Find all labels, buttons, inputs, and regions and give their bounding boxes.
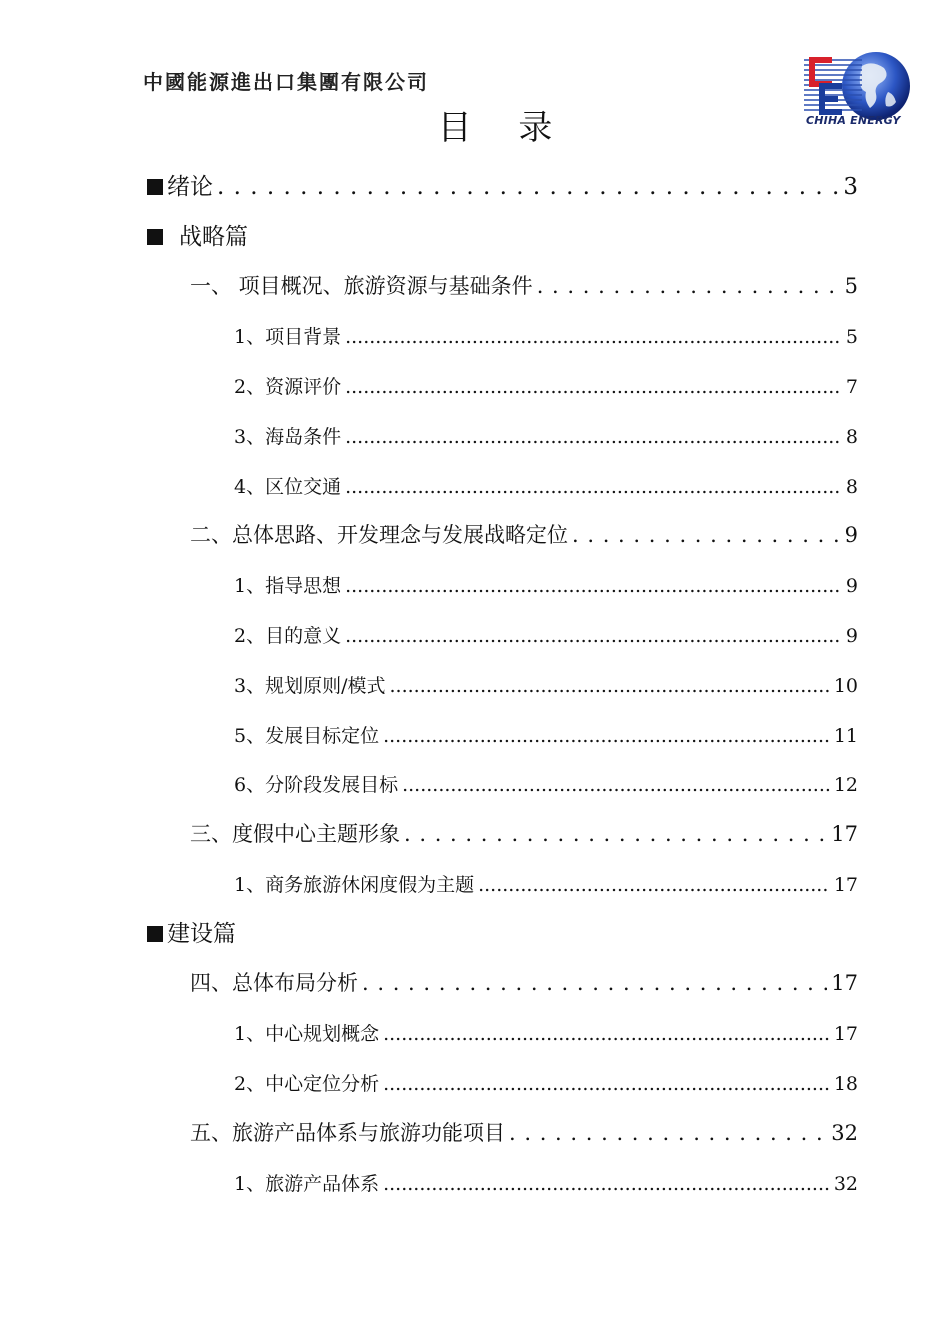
toc-entry-label: 二、总体思路、开发理念与发展战略定位 (190, 523, 568, 547)
toc-entry-page: 9 (844, 523, 858, 547)
toc-entry-label: 五、旅游产品体系与旅游功能项目 (190, 1121, 505, 1145)
toc-section-label: 战略篇 (179, 224, 248, 250)
toc-section-label: 建设篇 (167, 921, 236, 947)
toc-subentry-4-2[interactable] (234, 1069, 858, 1096)
dot-leader (345, 326, 842, 348)
toc-entry-page: 17 (833, 874, 858, 896)
toc-subentry-4-1[interactable] (234, 1019, 858, 1046)
toc-subentry-1-3[interactable] (234, 422, 858, 449)
toc-entry-label: 1、商务旅游休闲度假为主题 (234, 874, 475, 896)
toc-entry-label: 6、分阶段发展目标 (234, 774, 399, 796)
toc-entry-page: 32 (831, 1121, 858, 1145)
toc-entry-page: 32 (833, 1173, 858, 1195)
page-title: 目 录 (437, 108, 571, 148)
toc-entry-page: 9 (845, 575, 858, 597)
toc-entry-page: 10 (833, 675, 858, 697)
toc-entry-page: 17 (831, 822, 858, 846)
dot-leader (217, 174, 839, 200)
toc-subentry-2-6[interactable] (234, 770, 858, 797)
dot-leader (390, 675, 830, 697)
toc-section-strategy[interactable] (147, 218, 248, 251)
toc-entry-page: 17 (833, 1023, 858, 1045)
dot-leader (402, 774, 830, 796)
toc-subentry-2-2[interactable] (234, 621, 858, 648)
toc-chapter-5[interactable] (190, 1117, 858, 1147)
toc-entry-label: 2、目的意义 (234, 625, 342, 647)
toc-entry-label: 三、度假中心主题形象 (190, 822, 400, 846)
toc-subentry-1-1[interactable] (234, 322, 858, 349)
toc-entry-label: 1、旅游产品体系 (234, 1173, 380, 1195)
toc-subentry-1-2[interactable] (234, 372, 858, 399)
dot-leader (362, 971, 827, 995)
dot-leader (383, 725, 830, 747)
toc-subentry-2-3[interactable] (234, 671, 858, 698)
toc-entry-label: 1、指导思想 (234, 575, 342, 597)
toc-entry-page: 17 (831, 971, 858, 995)
toc-entry-page: 7 (845, 376, 858, 398)
toc-entry-label: 绪论 (167, 174, 213, 200)
toc-entry-page: 8 (845, 476, 858, 498)
dot-leader (404, 822, 827, 846)
toc-section-construction[interactable] (147, 915, 236, 948)
toc-entry-page: 12 (833, 774, 858, 796)
dot-leader (509, 1121, 827, 1145)
toc-subentry-1-4[interactable] (234, 472, 858, 499)
toc-entry-page: 9 (845, 625, 858, 647)
toc-chapter-1[interactable] (190, 270, 858, 300)
toc-entry-page: 11 (833, 725, 858, 747)
toc-entry-label: 5、发展目标定位 (234, 725, 380, 747)
toc-entry-label: 2、中心定位分析 (234, 1073, 380, 1095)
dot-leader (345, 575, 842, 597)
dot-leader (572, 523, 841, 547)
toc-entry-label: 4、区位交通 (234, 476, 342, 498)
dot-leader (478, 874, 830, 896)
dot-leader (345, 426, 842, 448)
dot-leader (345, 476, 842, 498)
toc-subentry-3-1[interactable] (234, 870, 858, 897)
square-bullet-icon (147, 229, 163, 245)
toc-entry-label: 1、中心规划概念 (234, 1023, 380, 1045)
toc-entry-label: 1、项目背景 (234, 326, 342, 348)
dot-leader (383, 1173, 830, 1195)
toc-subentry-2-1[interactable] (234, 571, 858, 598)
toc-entry-label: 2、资源评价 (234, 376, 342, 398)
logo-text: CHIHA ENERGY (806, 114, 901, 127)
dot-leader (345, 376, 842, 398)
dot-leader (537, 274, 841, 298)
toc-entry-label: 3、海岛条件 (234, 426, 342, 448)
toc-subentry-2-5[interactable] (234, 721, 858, 748)
toc-chapter-3[interactable] (190, 818, 858, 848)
toc-chapter-4[interactable] (190, 967, 858, 997)
toc-entry-page: 8 (845, 426, 858, 448)
toc-entry-intro[interactable] (147, 168, 858, 201)
toc-entry-page: 18 (833, 1073, 858, 1095)
toc-subentry-5-1[interactable] (234, 1169, 858, 1196)
toc-chapter-2[interactable] (190, 519, 858, 549)
square-bullet-icon (147, 926, 163, 942)
dot-leader (383, 1073, 830, 1095)
toc-entry-page: 5 (845, 326, 858, 348)
toc-entry-label: 四、总体布局分析 (190, 971, 358, 995)
dot-leader (345, 625, 842, 647)
toc-entry-label: 一、 项目概况、旅游资源与基础条件 (190, 274, 533, 298)
company-name: 中國能源進出口集團有限公司 (143, 70, 429, 94)
toc-entry-page: 3 (843, 174, 858, 200)
toc-entry-page: 5 (844, 274, 858, 298)
toc-entry-label: 3、规划原则/模式 (234, 675, 386, 697)
square-bullet-icon (147, 179, 163, 195)
dot-leader (383, 1023, 830, 1045)
